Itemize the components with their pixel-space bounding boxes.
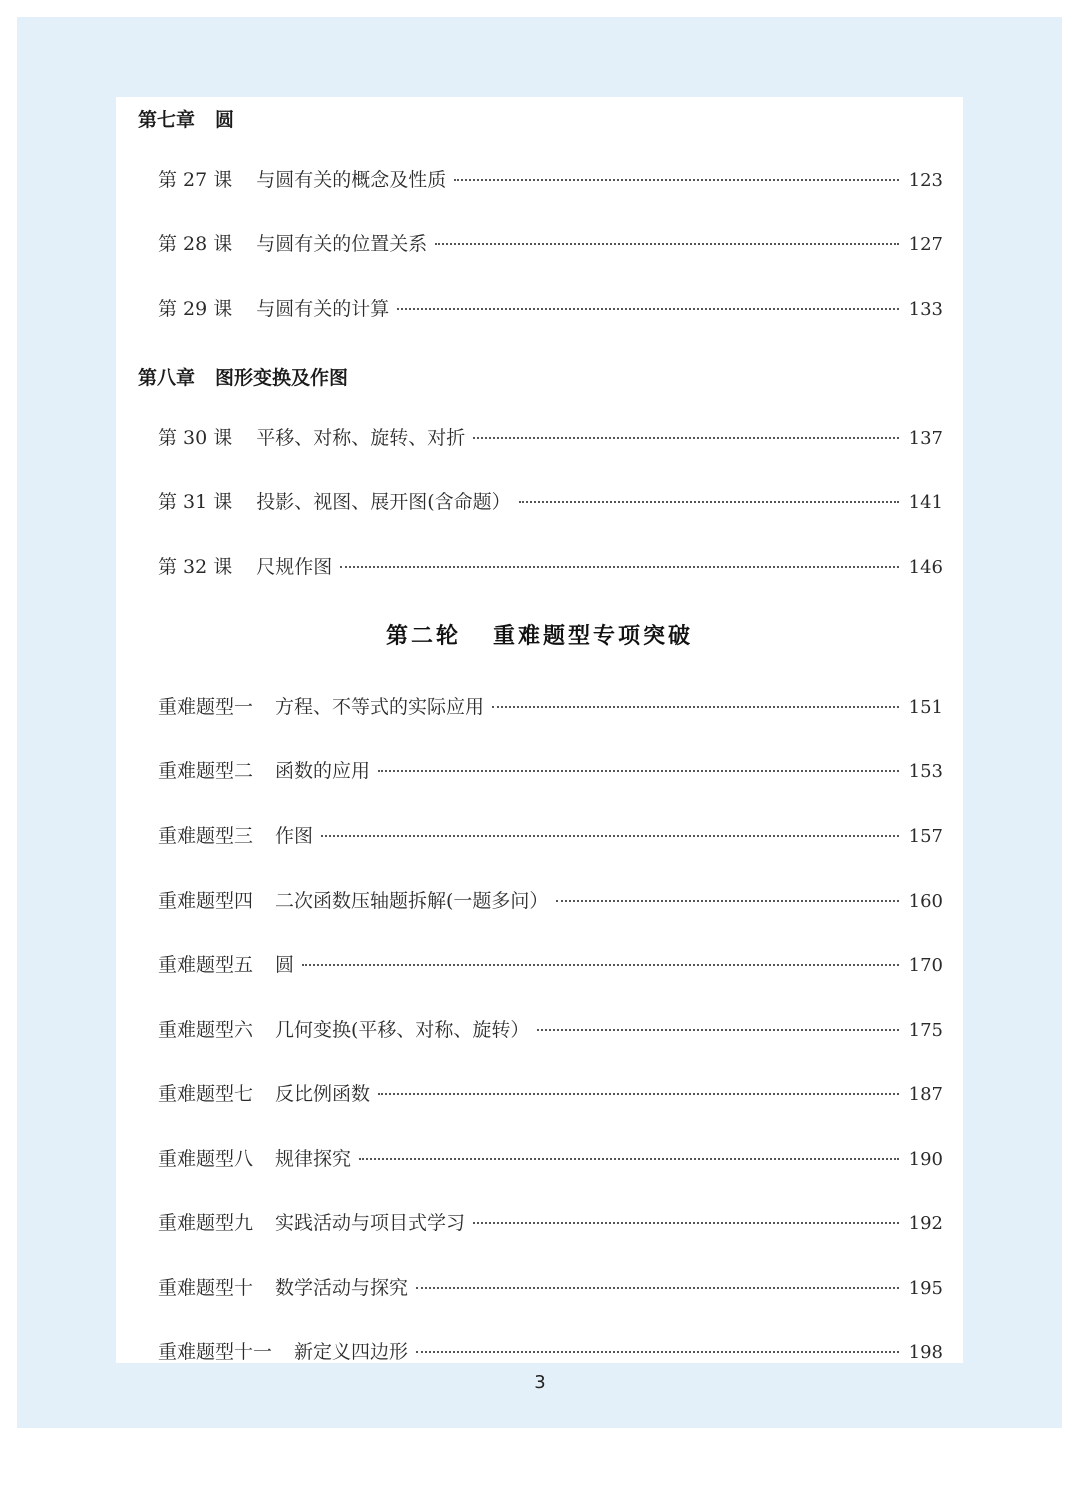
page-ref: 157 [908,826,943,847]
lesson-label: 第 32 课 [158,556,233,578]
chapter-heading-7 [138,105,234,132]
topic-label: 重难题型五 [158,954,254,976]
lesson-title: 平移、对称、旋转、对折 [256,427,466,449]
toc-entry-topic-9[interactable] [158,1208,943,1236]
lesson-title: 投影、视图、展开图(含命题） [256,491,511,513]
lesson-title: 尺规作图 [256,556,333,578]
dot-leader [473,437,898,439]
toc-entry-lesson-27[interactable] [158,165,943,193]
toc-entry-topic-6[interactable] [158,1015,943,1043]
dot-leader [556,900,898,902]
page-ref: 151 [908,697,943,718]
lesson-label: 第 29 课 [158,298,233,320]
dot-leader [473,1222,899,1224]
topic-label: 重难题型四 [158,890,254,912]
dot-leader [537,1029,898,1031]
toc-entry-topic-10[interactable] [158,1273,943,1301]
page-ref: 146 [908,557,943,578]
topic-label: 重难题型一 [158,696,254,718]
page-ref: 141 [908,492,943,513]
dot-leader [519,501,899,503]
topic-title: 几何变换(平移、对称、旋转） [275,1019,530,1041]
topic-title: 方程、不等式的实际应用 [275,696,485,718]
toc-entry-lesson-30[interactable] [158,423,943,451]
dot-leader [359,1158,899,1160]
topic-title: 实践活动与项目式学习 [275,1212,466,1234]
chapter-label: 第八章 [138,367,196,389]
topic-title: 函数的应用 [275,760,371,782]
page-number: 3 [534,1372,546,1393]
dot-leader [416,1351,899,1353]
page-ref: 170 [908,955,943,976]
topic-title: 二次函数压轴题拆解(一题多问） [275,890,549,912]
lesson-label: 第 27 课 [158,169,233,191]
lesson-title: 与圆有关的概念及性质 [256,169,447,191]
lesson-label: 第 28 课 [158,233,233,255]
lesson-title: 与圆有关的位置关系 [256,233,428,255]
topic-label: 重难题型三 [158,825,254,847]
chapter-label: 第七章 [138,109,196,131]
topic-label: 重难题型十 [158,1277,254,1299]
dot-leader [321,835,899,837]
topic-title: 反比例函数 [275,1083,371,1105]
dot-leader [435,243,898,245]
dot-leader [302,964,899,966]
topic-label: 重难题型九 [158,1212,254,1234]
lesson-label: 第 31 课 [158,491,233,513]
page-ref: 195 [908,1278,943,1299]
page-ref: 153 [908,761,943,782]
toc-entry-topic-4[interactable] [158,886,943,914]
dot-leader [378,1093,899,1095]
toc-entry-topic-5[interactable] [158,950,943,978]
page-ref: 190 [908,1149,943,1170]
toc-entry-topic-1[interactable] [158,692,943,720]
toc-entry-topic-2[interactable] [158,756,943,784]
dot-leader [416,1287,899,1289]
topic-label: 重难题型七 [158,1083,254,1105]
page-ref: 123 [908,170,943,191]
dot-leader [397,308,898,310]
dot-leader [340,566,898,568]
toc-entry-lesson-28[interactable] [158,229,943,257]
topic-title: 规律探究 [275,1148,352,1170]
chapter-heading-8 [138,363,348,390]
part-title: 重难题型专项突破 [493,624,694,649]
topic-title: 圆 [275,954,295,976]
topic-label: 重难题型六 [158,1019,254,1041]
page-ref: 187 [908,1084,943,1105]
toc-entry-topic-8[interactable] [158,1144,943,1172]
part-label: 第二轮 [385,624,461,649]
page-ref: 133 [908,299,943,320]
toc-page [116,97,963,1363]
page-ref: 137 [908,428,943,449]
toc-entry-topic-7[interactable] [158,1079,943,1107]
page-ref: 198 [908,1342,943,1363]
page-ref: 127 [908,234,943,255]
page-ref: 175 [908,1020,943,1041]
dot-leader [454,179,898,181]
toc-entry-lesson-31[interactable] [158,487,943,515]
page-ref: 160 [908,891,943,912]
toc-entry-topic-11[interactable] [158,1337,943,1365]
dot-leader [492,706,899,708]
part-heading [116,619,963,650]
topic-label: 重难题型二 [158,760,254,782]
chapter-title: 图形变换及作图 [215,367,349,389]
topic-label: 重难题型八 [158,1148,254,1170]
topic-title: 新定义四边形 [294,1341,409,1363]
toc-entry-topic-3[interactable] [158,821,943,849]
dot-leader [378,770,899,772]
topic-title: 数学活动与探究 [275,1277,409,1299]
lesson-title: 与圆有关的计算 [256,298,390,320]
toc-entry-lesson-32[interactable] [158,552,943,580]
topic-label: 重难题型十一 [158,1341,273,1363]
page-ref: 192 [908,1213,943,1234]
chapter-title: 圆 [215,109,235,131]
toc-entry-lesson-29[interactable] [158,294,943,322]
topic-title: 作图 [275,825,314,847]
lesson-label: 第 30 课 [158,427,233,449]
